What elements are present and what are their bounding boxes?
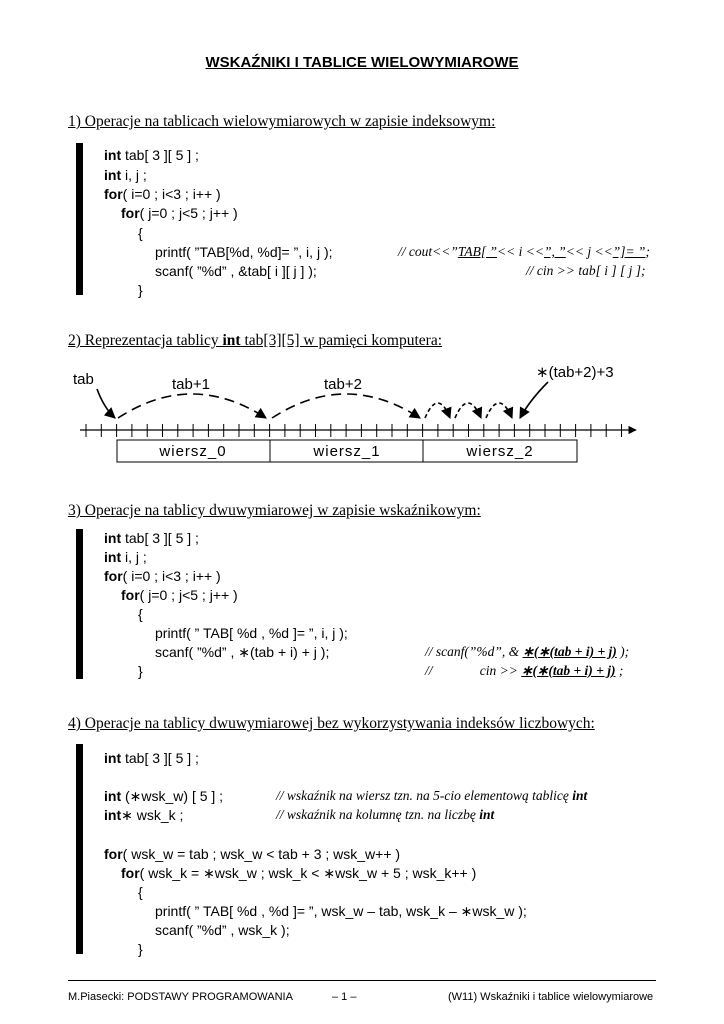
code-line: scanf( ”%d” , &tab[ i ][ j ] ); <box>155 263 317 279</box>
footer-divider <box>68 980 656 981</box>
row-label-wiersz-2: wiersz_2 <box>466 443 534 460</box>
section3-comment-cin: // cin >> ∗(∗(tab + i) + j) ; <box>425 663 624 678</box>
section4-code-bar <box>76 744 83 954</box>
arrow-col-3 <box>486 403 512 418</box>
code-line: for( wsk_k = ∗wsk_w ; wsk_k < ∗wsk_w + 5 ; wsk_k++ ) <box>121 865 477 881</box>
code-line: int i, j ; <box>104 167 147 183</box>
memory-diagram <box>0 360 724 470</box>
arrow-col-1 <box>425 403 450 418</box>
section3-heading: 3) Operacje na tablicy dwuwymiarowej w zapisie wskaźnikowym: <box>68 502 481 519</box>
section3-comment-scanf: // scanf(”%d”, & ∗(∗(tab + i) + j) ); <box>425 644 630 659</box>
section3-code-bar <box>76 529 83 679</box>
arrow-deref <box>520 382 548 418</box>
pointer-arrows <box>97 382 548 418</box>
label-tab-plus-1: tab+1 <box>172 376 210 393</box>
label-tab: tab <box>73 371 94 388</box>
code-line: for( j=0 ; j<5 ; j++ ) <box>121 205 238 221</box>
section1-comment-cout: // cout<<”TAB[ ”<< i <<”, ”<< j <<”]= ”; <box>398 244 650 259</box>
code-line: for( i=0 ; i<3 ; i++ ) <box>104 568 221 584</box>
footer-author: M.Piasecki: PODSTAWY PROGRAMOWANIA <box>68 991 293 1003</box>
section4-comment-wsk-k: // wskaźnik na kolumnę tzn. na liczbę int <box>276 807 495 822</box>
section4-comment-wsk-w: // wskaźnik na wiersz tzn. na 5-cio elementową tablicę int <box>276 788 588 803</box>
code-line: int tab[ 3 ][ 5 ] ; <box>104 530 199 546</box>
row-label-wiersz-0: wiersz_0 <box>159 443 227 460</box>
code-line: printf( ”TAB[%d, %d]= ”, i, j ); <box>155 244 333 260</box>
code-line: printf( ” TAB[ %d , %d ]= ”, wsk_w – tab, wsk_k – ∗wsk_w ); <box>155 903 527 919</box>
code-line: } <box>138 941 143 957</box>
code-line: } <box>138 282 143 298</box>
arrow-tab <box>97 389 115 418</box>
code-line: for( j=0 ; j<5 ; j++ ) <box>121 587 238 603</box>
section2-heading: 2) Reprezentacja tablicy int tab[3][5] w pamięci komputera: <box>68 332 443 349</box>
arrow-col-2 <box>455 403 481 418</box>
code-line: { <box>138 225 143 241</box>
arrow-row-1 <box>272 394 420 418</box>
code-line: int∗ wsk_k ; <box>104 807 184 823</box>
section1-code-bar <box>76 143 83 295</box>
code-line: { <box>138 884 143 900</box>
code-line: int i, j ; <box>104 549 147 565</box>
code-line: int tab[ 3 ][ 5 ] ; <box>104 147 199 163</box>
label-tab-plus-2: tab+2 <box>324 376 362 393</box>
code-line: } <box>138 663 143 679</box>
memory-axis <box>80 424 636 437</box>
footer-page-number: – 1 – <box>332 991 357 1003</box>
code-line: for( wsk_w = tab ; wsk_w < tab + 3 ; wsk_w++ ) <box>104 846 401 862</box>
row-label-wiersz-1: wiersz_1 <box>313 443 381 460</box>
section4-heading: 4) Operacje na tablicy dwuwymiarowej bez wykorzystywania indeksów liczbowych: <box>68 715 595 732</box>
section1-heading: 1) Operacje na tablicach wielowymiarowych w zapisie indeksowym: <box>68 113 496 130</box>
section1-comment-cin: // cin >> tab[ i ] [ j ]; <box>526 263 646 278</box>
code-line: int (∗wsk_w) [ 5 ] ; <box>104 788 224 804</box>
code-line: for( i=0 ; i<3 ; i++ ) <box>104 186 221 202</box>
footer-lecture-title: (W11) Wskaźniki i tablice wielowymiarowe <box>448 991 654 1003</box>
label-deref-tab-plus-2-plus-3: ∗(tab+2)+3 <box>536 364 614 381</box>
code-line: scanf( ”%d” , wsk_k ); <box>155 922 290 938</box>
page-title: WSKAŹNIKI I TABLICE WIELOWYMIAROWE <box>205 54 519 71</box>
code-line: scanf( ”%d” , ∗(tab + i) + j ); <box>155 644 330 660</box>
arrow-row-0 <box>118 394 266 418</box>
code-line: printf( ” TAB[ %d , %d ]= ”, i, j ); <box>155 625 348 641</box>
code-line: int tab[ 3 ][ 5 ] ; <box>104 750 199 766</box>
code-line: { <box>138 606 143 622</box>
